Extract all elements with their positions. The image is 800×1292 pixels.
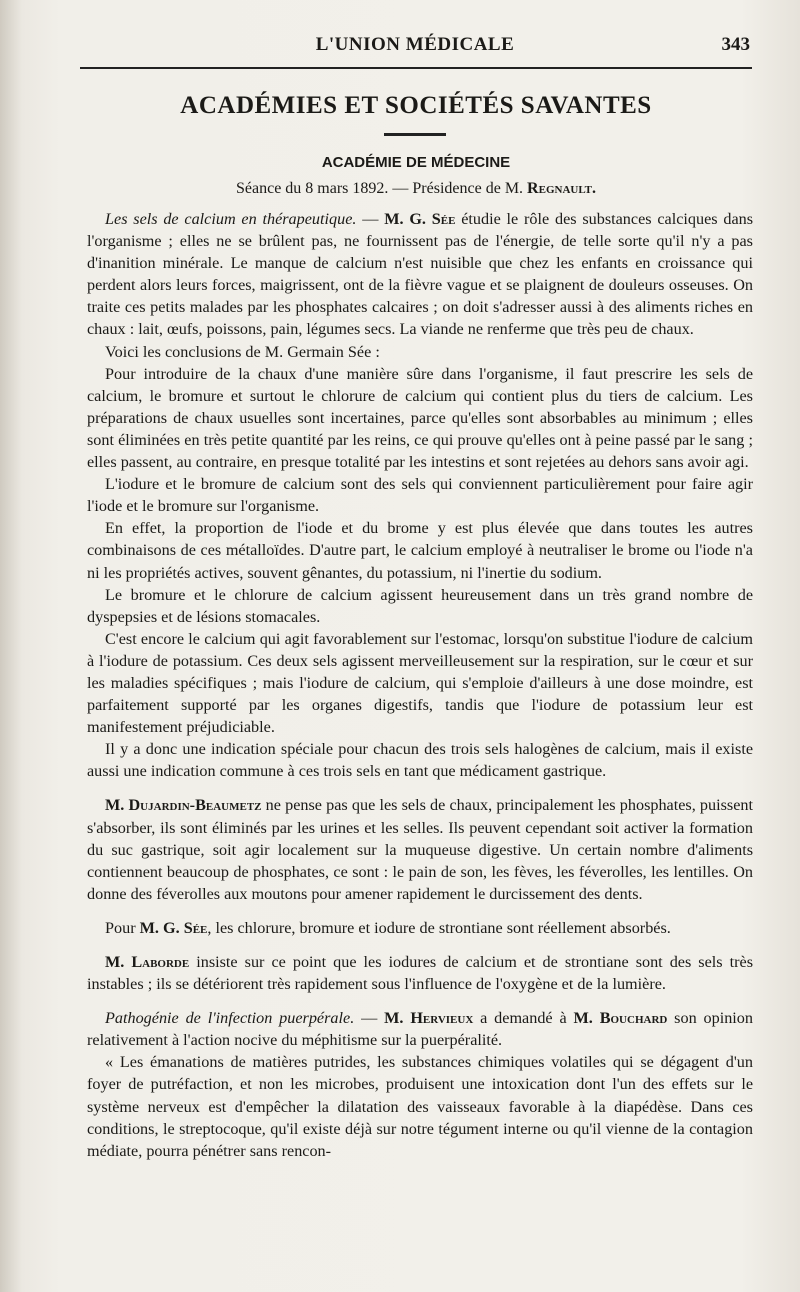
conclusions-intro: Voici les conclusions de M. Germain Sée : — [105, 342, 380, 361]
laborde-text: insiste sur ce point que les iodures de calcium et de strontiane sont des sels très instables ; ils se détériorent très rapidement sous l'influence de l'oxygène et de la lumière. — [87, 953, 753, 994]
speaker-bouchard: M. Bouchard — [573, 1009, 668, 1028]
article2-text2: son opinion relativement à l'action nocive du méphitisme sur la puerpéralité. — [87, 1009, 753, 1050]
conclusion-1: Pour introduire de la chaux d'une manière sûre dans l'organisme, il faut prescrire les sels de calcium, le bromure et surtout le chlorure de calcium qui contient plus du tiers de calcium. Les préparations de chaux usuelles sont incertaines, parce qu'elles sont absorbables au minimum ; elles sont éliminées en très petite quantité par les reins, ce qui prouve qu'elles ont à peine passé par le sang ; elles passent, au contraire, en presque totalité par les intestins et sont rejetées au dehors sans avoir agi. — [87, 364, 753, 472]
paragraph-article1 — [87, 208, 753, 341]
article1-text: étudie le rôle des substances calciques dans l'organisme ; elles ne se brûlent pas, ne fournissent pas de l'énergie, de telle sorte qu'il n'y a pas d'inanition minérale. Le manque de calcium n'est nuisible que chez les enfants en croissance qui perdent alors leurs forces, maigrissent, ont de la fièvre vague et se plaignent de douleurs osseuses. On traite ces petits malades par les phosphates calcaires ; on doit s'adresser aussi à des aliments riches en chaux : lait, œufs, poissons, pain, légumes secs. La viande ne renferme que très peu de chaux. — [87, 210, 754, 339]
article2-text1: a demandé à — [473, 1009, 574, 1028]
paragraph-quote: « Les émanations de matières putrides, les substances chimiques volatiles qui se dégagent d'un foyer de putréfaction, et non les microbes, produisent une intoxication dont l'un des effets sur le système nerveux est d'empêcher la dilatation des vaisseaux favorable à la diapédèse. Dans ces conditions, le streptocoque, qu'il existe déjà sur notre tégument interne ou qu'il vienne de la contagion médiate, pourra pénétrer sans rencon- — [87, 1053, 753, 1160]
article1-dash: — — [356, 210, 385, 228]
speaker-see: M. G. Sée — [384, 210, 456, 228]
article2-dash: — — [354, 1009, 385, 1028]
speaker-hervieux: M. Hervieux — [384, 1009, 474, 1028]
see-reply-text: , les chlorure, bromure et iodure de strontiane sont réellement absorbés. — [207, 918, 671, 937]
article2-title: Pathogénie de l'infection puerpérale. — [105, 1009, 355, 1028]
conclusion-5: C'est encore le calcium qui agit favorablement sur l'estomac, lorsqu'on substitue l'iodure de calcium à l'iodure de potassium. Ces deux sels agissent merveilleusement sur la respiration, sur le cœur et sur les maladies spécifiques ; mais l'iodure de calcium, qui s'emploie d'ailleurs à une dose moindre, est parfaitement supporté par les organes digestifs, tandis que l'iodure de potassium leur est manifestement préjudiciable. — [87, 629, 753, 737]
conclusion-4: Le bromure et le chlorure de calcium agissent heureusement dans un très grand nombre de dyspepsies et de lésions stomacales. — [87, 585, 753, 626]
speaker-see-2: M. G. Sée — [139, 918, 208, 937]
subsection-title: ACADÉMIE DE MÉDECINE — [321, 154, 511, 171]
running-title: L'UNION MÉDICALE — [315, 34, 515, 55]
page-number: 343 — [721, 34, 750, 55]
paragraph-see-reply — [87, 917, 753, 939]
see-reply-prefix: Pour — [105, 918, 140, 937]
speaker-dujardin: M. Dujardin-Beaumetz — [105, 796, 262, 815]
paragraph-laborde — [87, 951, 753, 995]
article1-title: Les sels de calcium en thérapeutique. — [105, 210, 357, 228]
section-rule — [384, 133, 446, 136]
session-date: Séance du 8 mars 1892. — Présidence de M. — [236, 180, 524, 197]
conclusion-2: L'iodure et le bromure de calcium sont des sels qui conviennent particulièrement pour faire agir l'iode et le bromure sur l'organisme. — [87, 475, 753, 516]
speaker-laborde: M. Laborde — [105, 953, 190, 971]
conclusion-6: Il y a donc une indication spéciale pour chacun des trois sels halogènes de calcium, mais il existe aussi une indication commune à ces trois sels en tant que médicament gastrique. — [87, 740, 753, 781]
section-title: ACADÉMIES ET SOCIÉTÉS SAVANTES — [180, 92, 652, 119]
article-body — [87, 208, 753, 1162]
session-president: Regnault. — [527, 180, 596, 197]
conclusion-3: En effet, la proportion de l'iode et du brome y est plus élevée que dans toutes les autres combinaisons de ces métalloïdes. D'autre part, le calcium employé à neutraliser le brome ou l'iode n'a ni les propriétés actives, souvent gênantes, du potassium, ni l'inertie du sodium. — [87, 519, 753, 582]
paragraph-article2 — [87, 1007, 753, 1051]
paragraph-dujardin — [87, 794, 753, 904]
header-rule — [80, 67, 752, 69]
dujardin-text: ne pense pas que les sels de chaux, principalement les phosphates, puissent s'absorber, ils sont éliminés par les urines et les selles. Ils peuvent cependant soit activer la formation du suc gastrique, soit agir localement sur la muqueuse digestive. Un certain nombre d'aliments contiennent beaucoup de phosphates, ce sont : le pain de son, les fèves, les féverolles, les lentilles. On donne des féverolles aux moutons pour amener rapidement le durcissement des dents. — [87, 796, 753, 903]
session-line — [80, 180, 752, 198]
running-header — [80, 30, 750, 66]
